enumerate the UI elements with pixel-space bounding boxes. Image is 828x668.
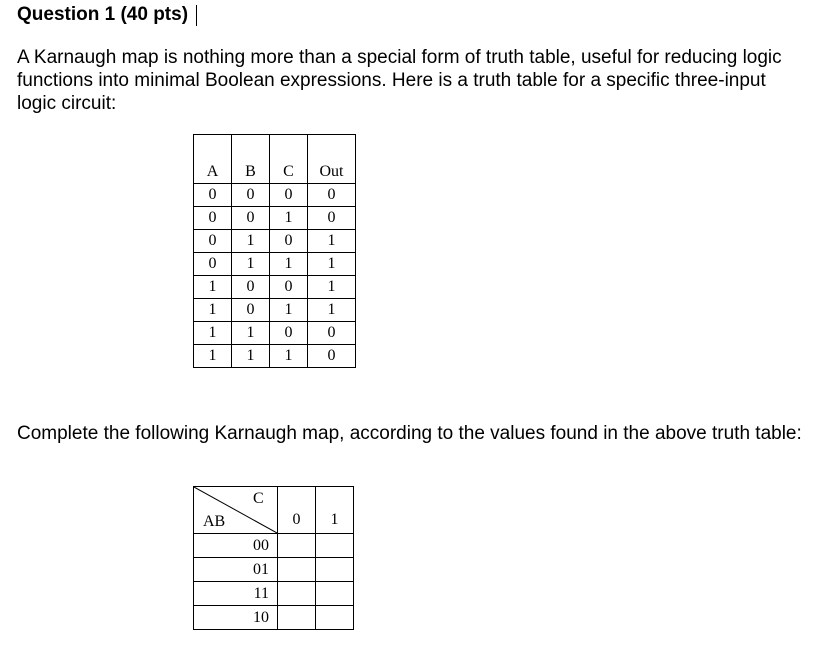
- kmap-col-label: 1: [316, 487, 354, 534]
- table-cell: 1: [194, 322, 232, 345]
- table-cell: 1: [232, 322, 270, 345]
- intro-paragraph: A Karnaugh map is nothing more than a special form of truth table, useful for reducing logic functions into minimal Boolean expressions. Here is a truth table for a specific three-input logic circuit:: [17, 47, 782, 114]
- kmap-row: [194, 534, 354, 558]
- kmap-answer-cell[interactable]: [316, 582, 354, 606]
- table-row: [194, 230, 356, 253]
- table-cell: 1: [194, 299, 232, 322]
- table-cell: 0: [232, 184, 270, 207]
- table-cell: 1: [232, 345, 270, 368]
- table-cell: 1: [270, 253, 308, 276]
- table-cell: 0: [194, 230, 232, 253]
- table-cell: 0: [308, 184, 356, 207]
- question-title: Question 1 (40 pts): [17, 4, 189, 25]
- kmap-row-label: 01: [194, 558, 278, 582]
- table-row: [194, 184, 356, 207]
- table-cell: 0: [232, 207, 270, 230]
- instruction-paragraph: Complete the following Karnaugh map, according to the values found in the above truth table:: [17, 423, 802, 444]
- table-cell: 1: [308, 253, 356, 276]
- table-cell: 1: [308, 276, 356, 299]
- table-cell: 0: [232, 299, 270, 322]
- kmap-answer-cell[interactable]: [278, 558, 316, 582]
- table-cell: 1: [194, 345, 232, 368]
- kmap-answer-cell[interactable]: [316, 606, 354, 630]
- table-cell: 0: [194, 184, 232, 207]
- table-cell: 0: [194, 253, 232, 276]
- kmap-row: [194, 606, 354, 630]
- karnaugh-map: [193, 486, 354, 630]
- kmap-row: [194, 582, 354, 606]
- table-cell: 1: [308, 299, 356, 322]
- truth-table-header-a: A: [194, 135, 232, 184]
- table-cell: 0: [308, 207, 356, 230]
- kmap-answer-cell[interactable]: [316, 534, 354, 558]
- kmap-row: [194, 558, 354, 582]
- table-row: [194, 345, 356, 368]
- kmap-col-variable: C: [253, 490, 264, 507]
- kmap-row-label: 00: [194, 534, 278, 558]
- kmap-answer-cell[interactable]: [278, 606, 316, 630]
- table-cell: 0: [270, 276, 308, 299]
- table-cell: 1: [232, 230, 270, 253]
- table-cell: 1: [270, 299, 308, 322]
- kmap-row-variable: AB: [203, 513, 226, 530]
- table-row: [194, 322, 356, 345]
- table-cell: 1: [308, 230, 356, 253]
- table-cell: 0: [308, 322, 356, 345]
- truth-table-header-c: C: [270, 135, 308, 184]
- text-cursor: [196, 5, 197, 26]
- table-cell: 0: [194, 207, 232, 230]
- kmap-answer-cell[interactable]: [316, 558, 354, 582]
- table-cell: 1: [232, 253, 270, 276]
- table-cell: 0: [270, 184, 308, 207]
- kmap-corner-cell: [194, 487, 278, 534]
- table-cell: 0: [232, 276, 270, 299]
- kmap-answer-cell[interactable]: [278, 534, 316, 558]
- table-row: [194, 253, 356, 276]
- truth-table-header-out: Out: [308, 135, 356, 184]
- kmap-col-label: 0: [278, 487, 316, 534]
- table-row: [194, 299, 356, 322]
- table-cell: 1: [270, 207, 308, 230]
- table-cell: 1: [194, 276, 232, 299]
- kmap-row-label: 11: [194, 582, 278, 606]
- table-row: [194, 207, 356, 230]
- truth-table-header-b: B: [232, 135, 270, 184]
- truth-table: [193, 134, 356, 368]
- table-cell: 0: [308, 345, 356, 368]
- table-cell: 0: [270, 230, 308, 253]
- table-cell: 0: [270, 322, 308, 345]
- table-cell: 1: [270, 345, 308, 368]
- kmap-row-label: 10: [194, 606, 278, 630]
- kmap-answer-cell[interactable]: [278, 582, 316, 606]
- table-row: [194, 276, 356, 299]
